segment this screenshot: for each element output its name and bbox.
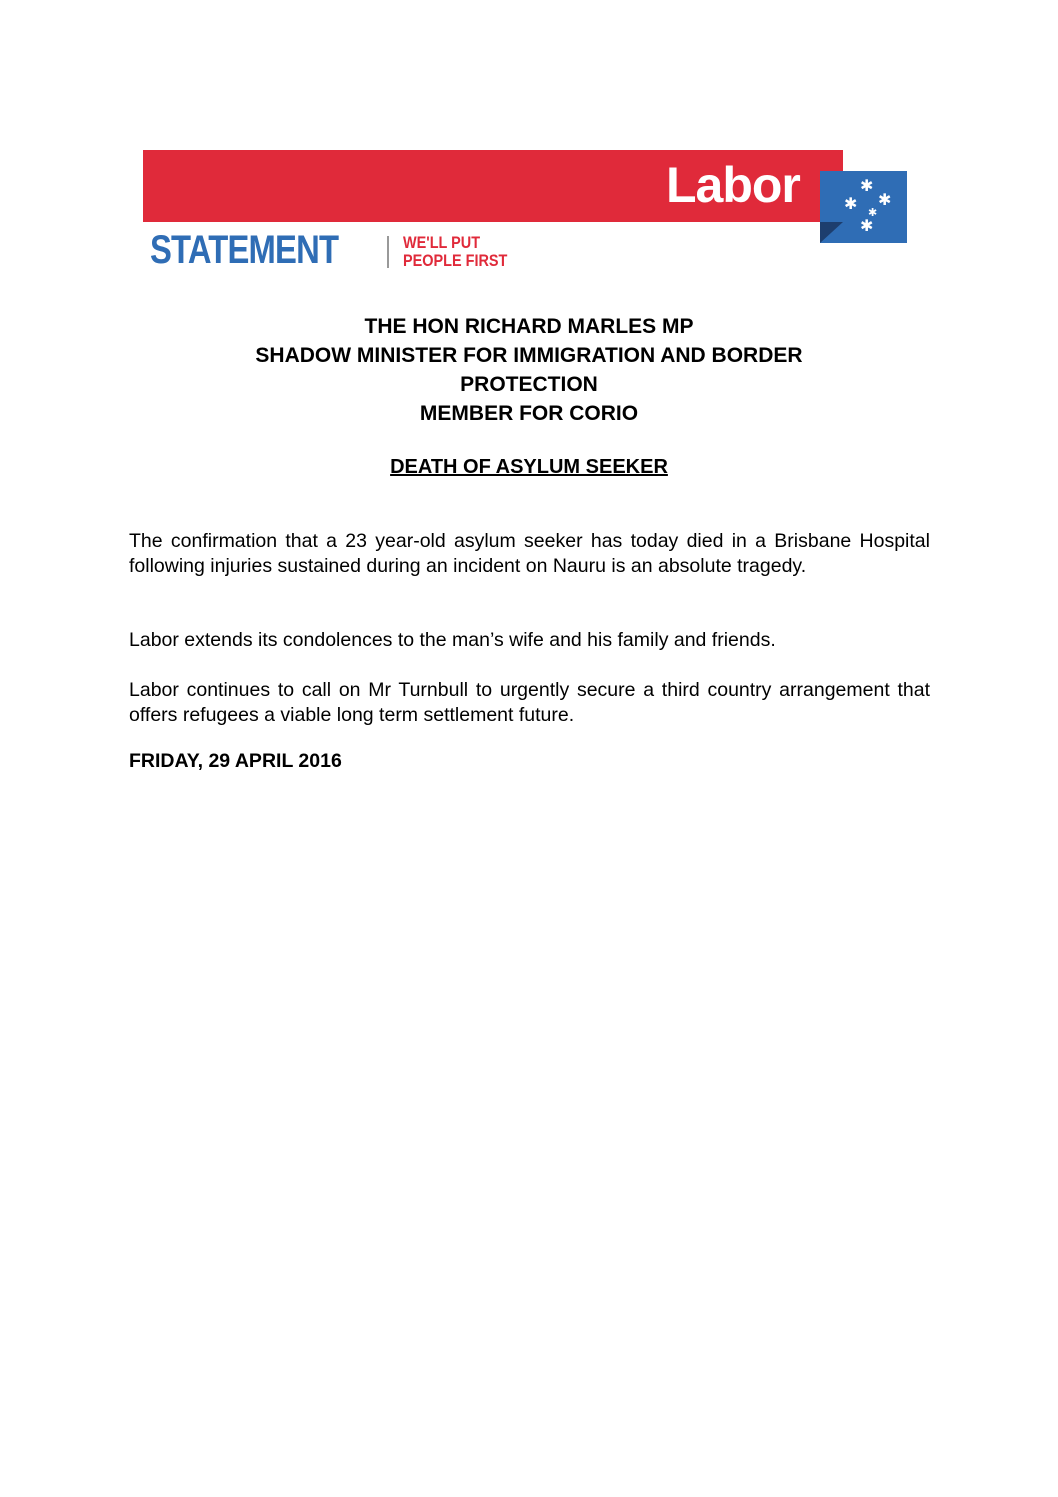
statement-date: FRIDAY, 29 APRIL 2016	[129, 750, 342, 772]
labor-logo-text: Labor	[666, 157, 800, 213]
heading-line: SHADOW MINISTER FOR IMMIGRATION AND BORDER	[255, 344, 803, 367]
statement-title: DEATH OF ASYLUM SEEKER	[390, 456, 668, 478]
minister-heading	[0, 312, 1058, 428]
divider	[387, 236, 389, 268]
slogan-line: PEOPLE FIRST	[403, 251, 508, 270]
heading-line: PROTECTION	[460, 373, 598, 396]
body-paragraph: Labor extends its condolences to the man’s wife and his family and friends.	[129, 629, 776, 651]
southern-cross-flag-icon: ✱ ✱ ✱ ✱ ✱	[820, 171, 907, 243]
heading-line: MEMBER FOR CORIO	[419, 402, 639, 425]
heading-line: THE HON RICHARD MARLES MP	[364, 315, 694, 338]
banner-fold	[820, 222, 843, 243]
slogan	[403, 234, 507, 270]
statement-label: STATEMENT	[150, 228, 339, 272]
body-paragraph: The confirmation that a 23 year-old asylum seeker has today died in a Brisbane Hospital following injuries sustained during an incident on Nauru is an absolute tragedy.	[129, 530, 930, 577]
body-paragraph: Labor continues to call on Mr Turnbull to urgently secure a third country arrangement that offers refugees a viable long term settlement future.	[129, 679, 930, 726]
slogan-line: WE'LL PUT	[403, 233, 481, 252]
